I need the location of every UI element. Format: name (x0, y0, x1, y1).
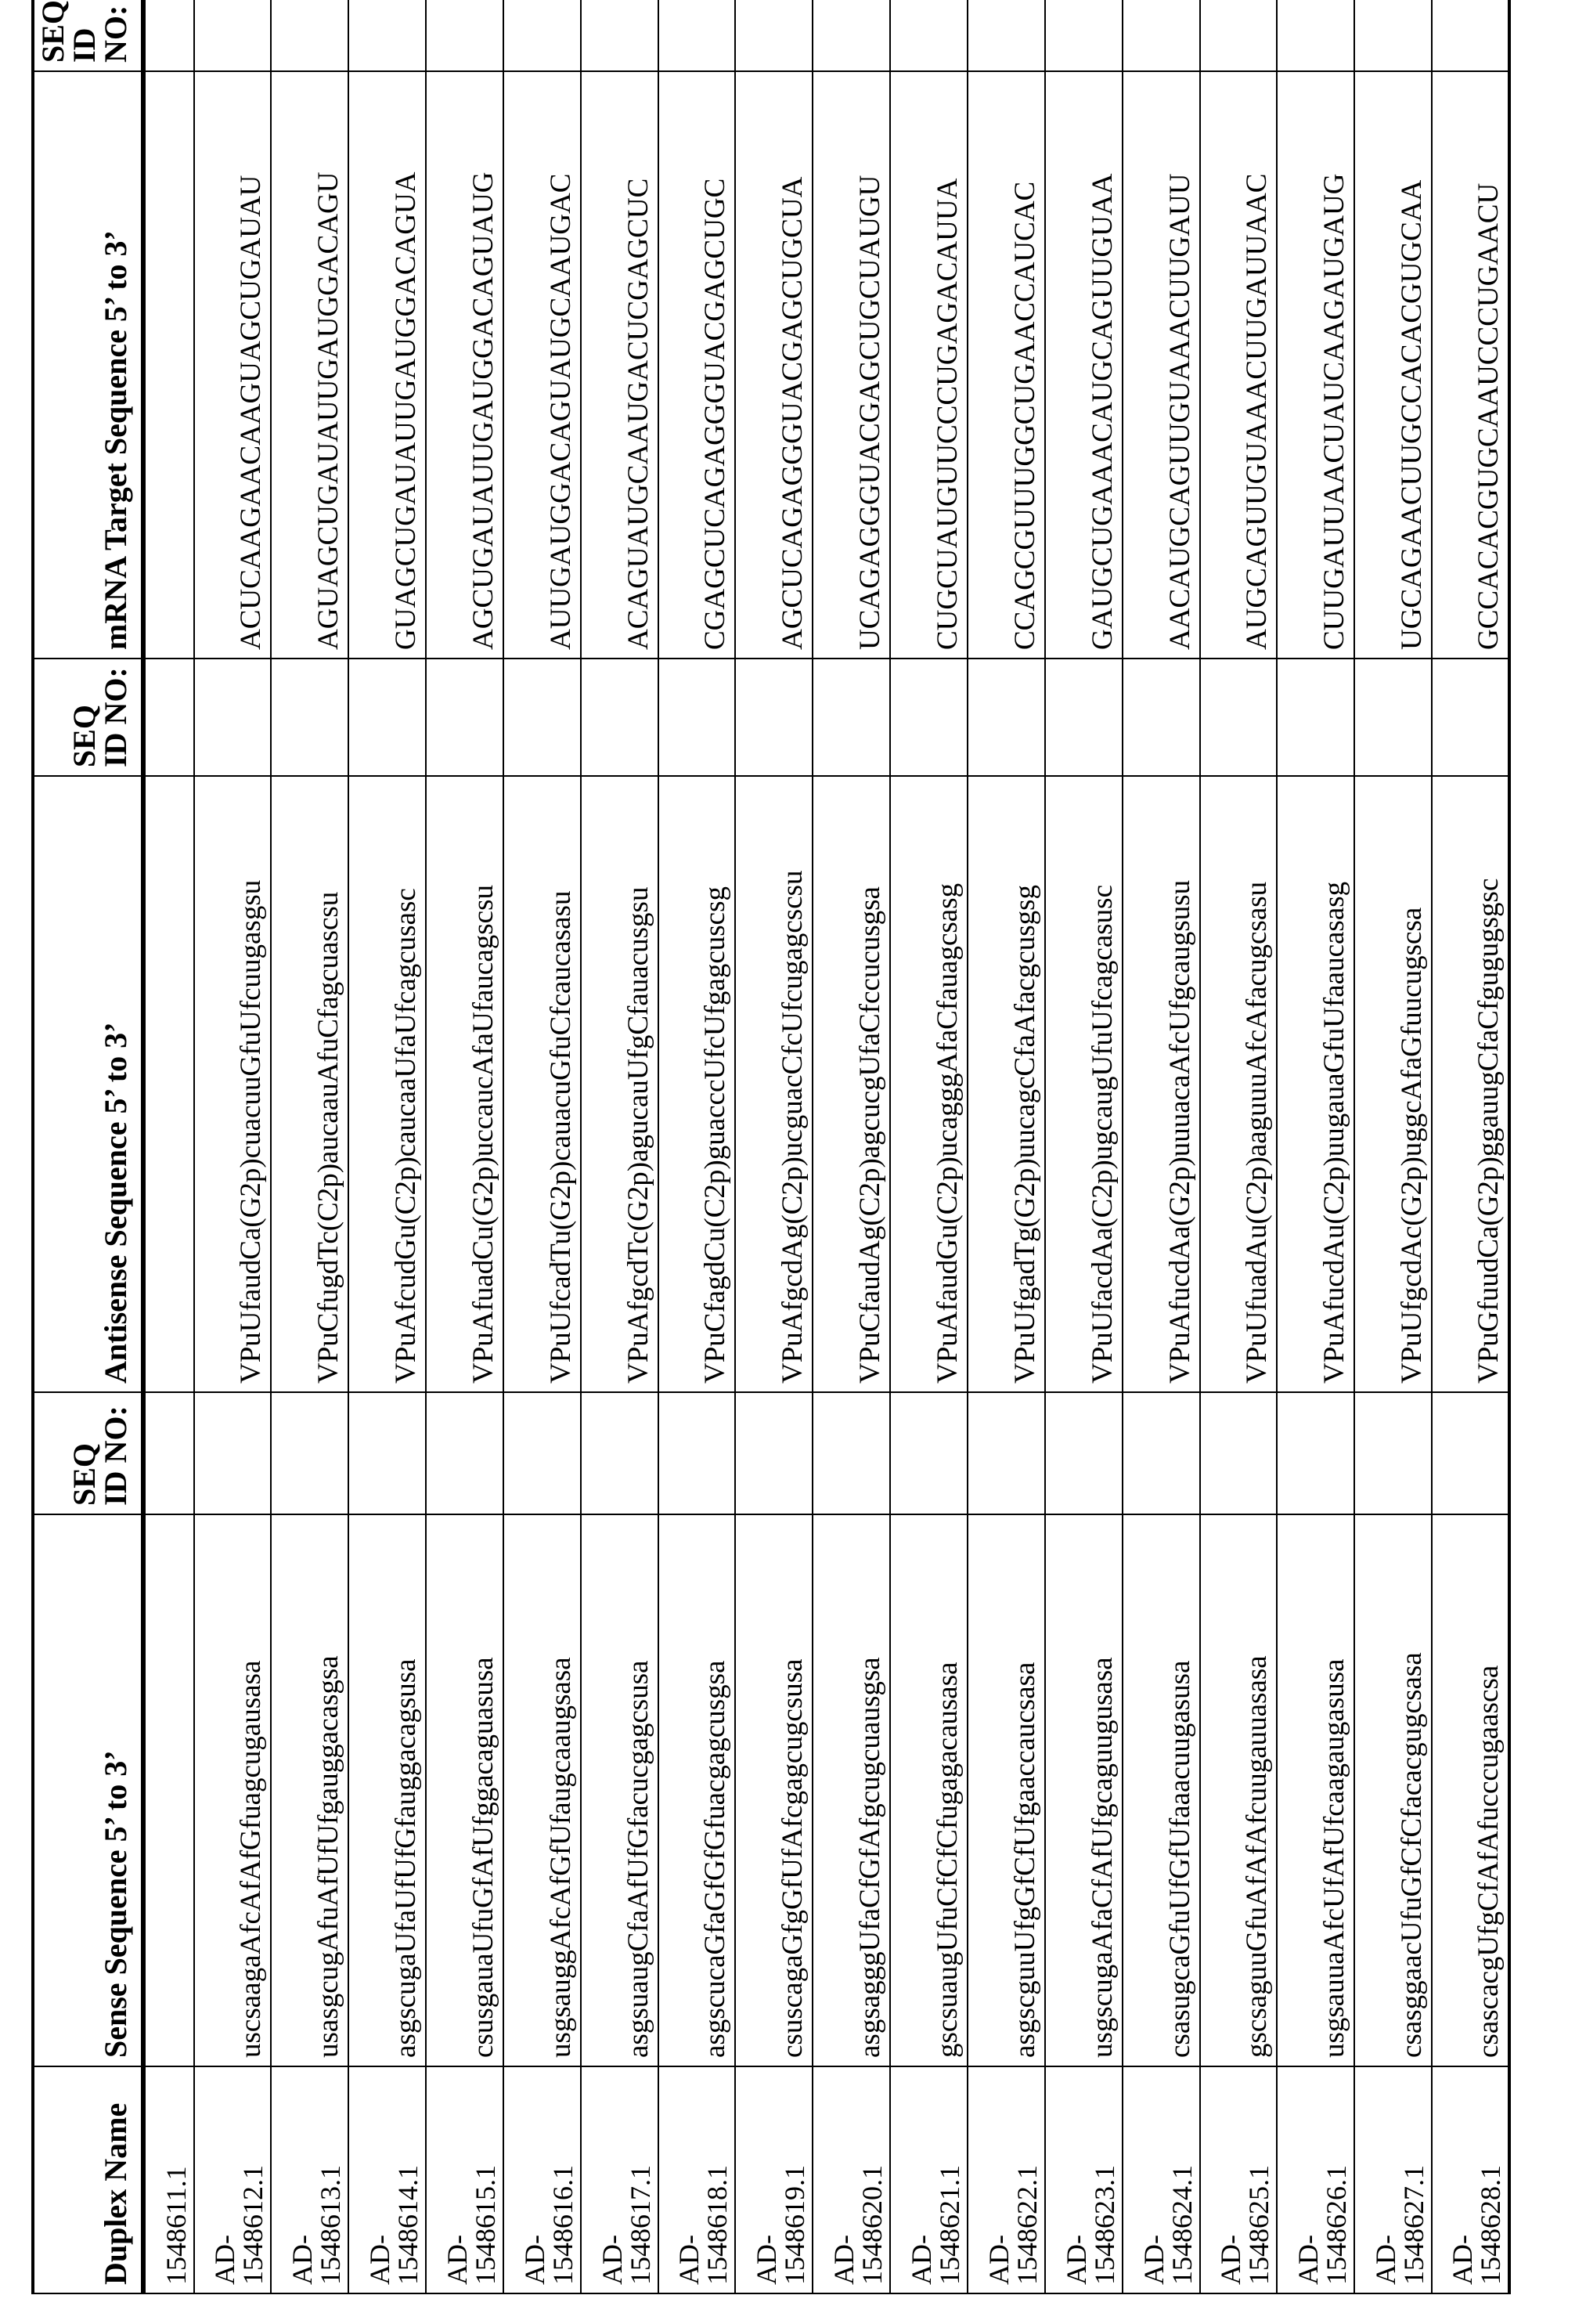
mrna-seq-id-cell (1277, 0, 1354, 71)
antisense-sequence-cell: VPuCfugdTc(C2p)aucaauAfuCfagcuascsu (271, 776, 348, 1392)
mrna-seq-id-cell (581, 0, 658, 71)
mrna-target-sequence-cell: AGCUCAGAGGGUACGAGCUGCUA (735, 71, 813, 659)
sense-seq-id-cell (735, 1392, 813, 1514)
table-row (348, 0, 426, 2293)
mrna-target-sequence-cell: CGAGCUCAGAGGGUACGAGCUGC (658, 71, 736, 659)
duplex-name-cell: 1548611.1 (143, 2066, 194, 2293)
mrna-target-sequence-cell: GAUGCUGAAACAUGCAGUUGUAA (1045, 71, 1123, 659)
duplex-name-cell: AD- 1548620.1 (813, 2066, 890, 2293)
mrna-seq-id-cell (143, 0, 194, 71)
antisense-sequence-cell: VPuGfuudCa(G2p)ggauugCfaCfgugugsgsc (1432, 776, 1509, 1392)
sense-seq-id-cell (1045, 1392, 1123, 1514)
duplex-name-cell: AD- 1548614.1 (348, 2066, 426, 2293)
antisense-sequence-cell: VPuUfacdAa(C2p)ugcaugUfuUfcagcasusc (1045, 776, 1123, 1392)
duplex-name-cell: AD- 1548627.1 (1354, 2066, 1432, 2293)
duplex-name-cell: AD- 1548624.1 (1123, 2066, 1200, 2293)
duplex-name-cell: AD- 1548619.1 (735, 2066, 813, 2293)
sense-seq-id-cell (1200, 1392, 1278, 1514)
antisense-seq-id-cell (813, 659, 890, 776)
sense-sequence-cell: usasgcugAfuAfUfUfgauggacasgsa (271, 1514, 348, 2066)
sense-seq-id-cell (503, 1392, 581, 1514)
table-row (1354, 0, 1432, 2293)
antisense-sequence-cell: VPuUfcadTu(G2p)cauacuGfuCfcaucasasu (503, 776, 581, 1392)
antisense-seq-id-cell (581, 659, 658, 776)
mrna-seq-id-cell (348, 0, 426, 71)
sense-seq-id-cell (348, 1392, 426, 1514)
antisense-seq-id-cell (658, 659, 736, 776)
table-row (194, 0, 272, 2293)
duplex-name-cell: AD- 1548625.1 (1200, 2066, 1278, 2293)
mrna-target-sequence-cell: GUAGCUGAUAUUGAUGGACAGUA (348, 71, 426, 659)
duplex-name-cell: AD- 1548628.1 (1432, 2066, 1509, 2293)
table-row (968, 0, 1045, 2293)
mrna-target-sequence-cell: CCAGCGUUUGGCUGAACCAUCAC (968, 71, 1045, 659)
duplex-sequence-table (31, 0, 1511, 2294)
sense-seq-id-cell (271, 1392, 348, 1514)
antisense-sequence-cell: VPuAfaudGu(C2p)ucagggAfaCfauagcsasg (890, 776, 968, 1392)
sense-sequence-cell: asgscucaGfaGfGfGfuacgagcusgsa (658, 1514, 736, 2066)
duplex-name-cell: AD- 1548613.1 (271, 2066, 348, 2293)
sense-seq-id-cell (890, 1392, 968, 1514)
table-body (143, 0, 1509, 2293)
sense-sequence-cell: asgscguuUfgGfCfUfgaaccaucsasa (968, 1514, 1045, 2066)
duplex-name-cell: AD- 1548621.1 (890, 2066, 968, 2293)
antisense-seq-id-cell (426, 659, 503, 776)
sense-sequence-cell: gscsaguuGfuAfAfAfcuugauuasasa (1200, 1514, 1278, 2066)
table-row (1045, 0, 1123, 2293)
antisense-sequence-cell: VPuAfgcdAg(C2p)ucguacCfcUfcugagcscsu (735, 776, 813, 1392)
sense-sequence-cell: asgscugaUfaUfUfGfauggacagsusa (348, 1514, 426, 2066)
antisense-sequence-cell: VPuCfaudAg(C2p)agcucgUfaCfccucusgsa (813, 776, 890, 1392)
mrna-seq-id-cell (968, 0, 1045, 71)
mrna-seq-id-cell (658, 0, 736, 71)
antisense-seq-id-cell (1123, 659, 1200, 776)
table-row (813, 0, 890, 2293)
duplex-name-cell: AD- 1548617.1 (581, 2066, 658, 2293)
sense-seq-id-cell (426, 1392, 503, 1514)
mrna-seq-id-cell (1045, 0, 1123, 71)
table-row (890, 0, 968, 2293)
antisense-seq-id-cell (1432, 659, 1509, 776)
table-row (1123, 0, 1200, 2293)
mrna-seq-id-cell (735, 0, 813, 71)
duplex-name-cell: AD- 1548622.1 (968, 2066, 1045, 2293)
sense-sequence-cell: csuscagaGfgGfUfAfcgagcugcsusa (735, 1514, 813, 2066)
table-row (271, 0, 348, 2293)
antisense-sequence-cell: VPuAfgcdTc(G2p)agucauUfgCfauacusgsu (581, 776, 658, 1392)
mrna-target-sequence-cell: UCAGAGGGUACGAGCUGCUAUGU (813, 71, 890, 659)
table-row (735, 0, 813, 2293)
sense-seq-id-cell (1432, 1392, 1509, 1514)
antisense-sequence-cell: VPuCfagdCu(C2p)guacccUfcUfgagcuscsg (658, 776, 736, 1392)
antisense-sequence-cell: VPuUfgcdAc(G2p)uggcAfaGfuucugscsa (1354, 776, 1432, 1392)
antisense-seq-id-cell (1277, 659, 1354, 776)
antisense-sequence-cell: VPuUfuadAu(C2p)aaguuuAfcAfacugcsasu (1200, 776, 1278, 1392)
mrna-target-sequence-cell: AUUGAUGGACAGUAUGCAAUGAC (503, 71, 581, 659)
header-mrna-target-sequence: mRNA Target Sequence 5’ to 3’ (33, 71, 143, 659)
mrna-target-sequence-cell: GCCACACGUGCAAUCCCUGAACU (1432, 71, 1509, 659)
antisense-seq-id-cell (348, 659, 426, 776)
antisense-sequence-cell: VPuAfucdAu(C2p)uugauaGfuUfaaucasasg (1277, 776, 1354, 1392)
sense-seq-id-cell (658, 1392, 736, 1514)
mrna-seq-id-cell (503, 0, 581, 71)
antisense-seq-id-cell (503, 659, 581, 776)
mrna-seq-id-cell (1200, 0, 1278, 71)
header-sense-seq-id: SEQ ID NO: (33, 1392, 143, 1514)
sense-sequence-cell: csasggaacUfuGfCfCfacacgugcsasa (1354, 1514, 1432, 2066)
header-antisense-seq-id: SEQ ID NO: (33, 659, 143, 776)
mrna-target-sequence-cell: UGCAGAACUUGCCACACGUGCAA (1354, 71, 1432, 659)
mrna-target-sequence-cell: CUUGAUUAACUAUCAAGAUGAUG (1277, 71, 1354, 659)
table-row (658, 0, 736, 2293)
antisense-seq-id-cell (890, 659, 968, 776)
duplex-name-cell: AD- 1548626.1 (1277, 2066, 1354, 2293)
table-row (426, 0, 503, 2293)
sense-seq-id-cell (143, 1392, 194, 1514)
header-antisense-sequence: Antisense Sequence 5’ to 3’ (33, 776, 143, 1392)
sense-seq-id-cell (1354, 1392, 1432, 1514)
mrna-target-sequence-cell (143, 71, 194, 659)
duplex-name-cell: AD- 1548623.1 (1045, 2066, 1123, 2293)
antisense-sequence-cell: VPuAfucdAa(G2p)uuuacaAfcUfgcaugsusu (1123, 776, 1200, 1392)
mrna-target-sequence-cell: ACUCAAGAACAAGUAGCUGAUAU (194, 71, 272, 659)
mrna-target-sequence-cell: ACAGUAUGCAAUGACUCGAGCUC (581, 71, 658, 659)
sense-sequence-cell (143, 1514, 194, 2066)
sense-sequence-cell: usgsauuaAfcUfAfUfcaagaugasusa (1277, 1514, 1354, 2066)
antisense-seq-id-cell (143, 659, 194, 776)
mrna-target-sequence-cell: AGCUGAUAUUGAUGGACAGUAUG (426, 71, 503, 659)
sense-seq-id-cell (581, 1392, 658, 1514)
table-row (1432, 0, 1509, 2293)
sense-sequence-cell: asgsagggUfaCfGfAfgcugcuausgsa (813, 1514, 890, 2066)
antisense-sequence-cell: VPuAfcudGu(C2p)caucaaUfaUfcagcusasc (348, 776, 426, 1392)
sense-seq-id-cell (1123, 1392, 1200, 1514)
rotated-table-container (31, 0, 1511, 2294)
duplex-name-cell: AD- 1548612.1 (194, 2066, 272, 2293)
sense-sequence-cell: csascacgUfgCfAfAfucccugaascsa (1432, 1514, 1509, 2066)
sense-seq-id-cell (194, 1392, 272, 1514)
antisense-seq-id-cell (1045, 659, 1123, 776)
mrna-target-sequence-cell: AUGCAGUUGUAAACUUGAUUAAC (1200, 71, 1278, 659)
antisense-seq-id-cell (271, 659, 348, 776)
sense-sequence-cell: asgsuaugCfaAfUfGfacucgagcsusa (581, 1514, 658, 2066)
sense-sequence-cell: csasugcaGfuUfGfUfaaacuugasusa (1123, 1514, 1200, 2066)
table-row (581, 0, 658, 2293)
mrna-seq-id-cell (890, 0, 968, 71)
antisense-seq-id-cell (968, 659, 1045, 776)
sense-sequence-cell: csusgauaUfuGfAfUfggacaguasusa (426, 1514, 503, 2066)
sense-sequence-cell: gscsuaugUfuCfCfCfugagacausasa (890, 1514, 968, 2066)
duplex-name-cell: AD- 1548618.1 (658, 2066, 736, 2293)
antisense-sequence-cell: VPuUfgadTg(G2p)uucagcCfaAfacgcusgsg (968, 776, 1045, 1392)
mrna-seq-id-cell (813, 0, 890, 71)
mrna-seq-id-cell (1354, 0, 1432, 71)
mrna-seq-id-cell (1432, 0, 1509, 71)
mrna-seq-id-cell (426, 0, 503, 71)
antisense-sequence-cell: VPuUfaudCa(G2p)cuacuuGfuUfcuugasgsu (194, 776, 272, 1392)
table-row (1277, 0, 1354, 2293)
mrna-seq-id-cell (194, 0, 272, 71)
antisense-seq-id-cell (735, 659, 813, 776)
antisense-sequence-cell (143, 776, 194, 1392)
antisense-sequence-cell: VPuAfuadCu(G2p)uccaucAfaUfaucagscsu (426, 776, 503, 1392)
header-duplex-name: Duplex Name (33, 2066, 143, 2293)
antisense-seq-id-cell (194, 659, 272, 776)
table-row (143, 0, 194, 2293)
antisense-seq-id-cell (1354, 659, 1432, 776)
header-mrna-seq-id: SEQ ID NO: (33, 0, 143, 71)
antisense-seq-id-cell (1200, 659, 1278, 776)
duplex-name-cell: AD- 1548616.1 (503, 2066, 581, 2293)
sense-seq-id-cell (813, 1392, 890, 1514)
mrna-target-sequence-cell: AGUAGCUGAUAUUGAUGGACAGU (271, 71, 348, 659)
sense-sequence-cell: uscsaagaAfcAfAfGfuagcugausasa (194, 1514, 272, 2066)
mrna-target-sequence-cell: CUGCUAUGUUCCCUGAGACAUUA (890, 71, 968, 659)
sense-seq-id-cell (1277, 1392, 1354, 1514)
header-row (33, 0, 143, 2293)
mrna-target-sequence-cell: AACAUGCAGUUGUAAACUUGAUU (1123, 71, 1200, 659)
table-row (1200, 0, 1278, 2293)
sense-sequence-cell: usgsauggAfcAfGfUfaugcaaugsasa (503, 1514, 581, 2066)
sense-sequence-cell: usgscugaAfaCfAfUfgcaguugusasa (1045, 1514, 1123, 2066)
mrna-seq-id-cell (1123, 0, 1200, 71)
mrna-seq-id-cell (271, 0, 348, 71)
duplex-name-cell: AD- 1548615.1 (426, 2066, 503, 2293)
header-sense-sequence: Sense Sequence 5’ to 3’ (33, 1514, 143, 2066)
sense-seq-id-cell (968, 1392, 1045, 1514)
table-row (503, 0, 581, 2293)
